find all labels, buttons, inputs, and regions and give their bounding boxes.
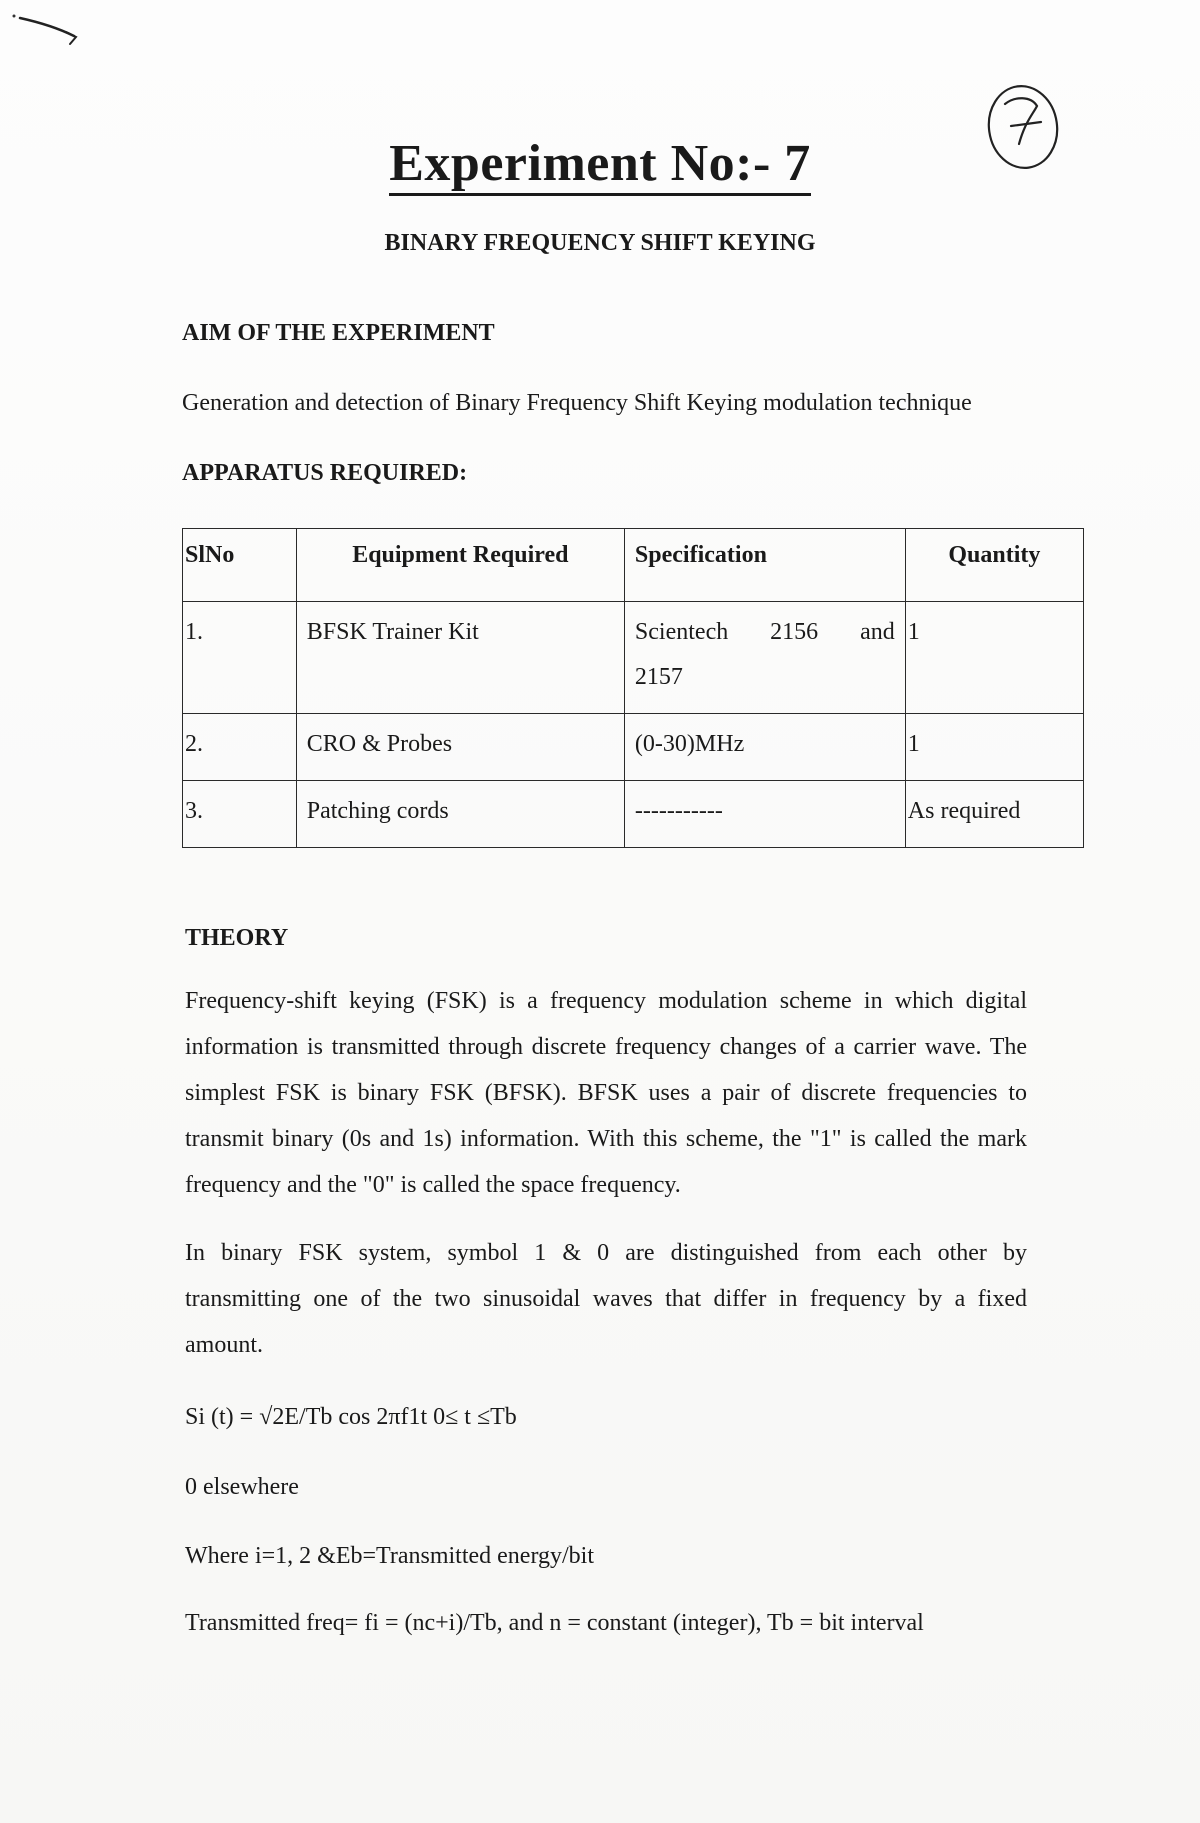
experiment-title [0, 134, 1200, 193]
column-header-specification: Specification [624, 529, 905, 602]
table-row [183, 714, 1084, 781]
cell-specification: (0-30)MHz [624, 714, 905, 781]
cell-equipment: CRO & Probes [296, 714, 624, 781]
cell-slno: 3. [183, 781, 297, 848]
aim-text: Generation and detection of Binary Frequency Shift Keying modulation technique [182, 390, 972, 416]
equation-si: Si (t) = √2E/Tb cos 2πf1t 0≤ t ≤Tb [185, 1404, 517, 1430]
cell-slno: 1. [183, 602, 297, 714]
cell-equipment: BFSK Trainer Kit [296, 602, 624, 714]
cell-quantity: 1 [905, 714, 1083, 781]
experiment-title-text: Experiment No:- 7 [389, 135, 811, 196]
cell-slno: 2. [183, 714, 297, 781]
theory-para1-line: Frequency-shift keying (FSK) is a frequency modulation scheme in which digital [185, 988, 1027, 1014]
cell-specification-line2: 2157 [634, 664, 683, 690]
theory-para2-line: In binary FSK system, symbol 1 & 0 are distinguished from each other by [185, 1240, 1027, 1266]
column-header-quantity: Quantity [905, 529, 1083, 602]
theory-para1-line: information is transmitted through discrete frequency changes of a carrier wave. The [185, 1034, 1027, 1060]
cell-specification-line1: Scientech 2156 and [634, 619, 895, 645]
column-header-slno: SlNo [183, 529, 297, 602]
theory-heading: THEORY [185, 925, 289, 951]
column-header-equipment: Equipment Required [296, 529, 624, 602]
cell-specification: ----------- [624, 781, 905, 848]
cell-equipment: Patching cords [296, 781, 624, 848]
theory-para1-line: transmit binary (0s and 1s) information. With this scheme, the "1" is called the mark [185, 1126, 1027, 1152]
theory-para1-line: simplest FSK is binary FSK (BFSK). BFSK uses a pair of discrete frequencies to [185, 1080, 1027, 1106]
theory-para2-line: transmitting one of the two sinusoidal waves that differ in frequency by a fixed [185, 1286, 1027, 1312]
experiment-subtitle: BINARY FREQUENCY SHIFT KEYING [384, 230, 816, 256]
theory-para2-line: amount. [185, 1332, 263, 1358]
table-header-row [183, 529, 1084, 602]
equation-transmitted-freq: Transmitted freq= fi = (nc+i)/Tb, and n = constant (integer), Tb = bit interval [185, 1610, 924, 1636]
cell-quantity: 1 [905, 602, 1083, 714]
equation-where: Where i=1, 2 &Eb=Transmitted energy/bit [185, 1543, 595, 1569]
table-row [183, 602, 1084, 714]
apparatus-table [182, 528, 1084, 848]
cell-quantity: As required [905, 781, 1083, 848]
theory-para1-line: frequency and the "0" is called the space frequency. [185, 1172, 681, 1198]
cell-specification [624, 602, 905, 714]
pen-stroke-mark [8, 6, 78, 46]
equation-elsewhere: 0 elsewhere [185, 1474, 299, 1500]
apparatus-heading: APPARATUS REQUIRED: [182, 460, 468, 486]
table-row [183, 781, 1084, 848]
aim-heading: AIM OF THE EXPERIMENT [182, 320, 495, 346]
